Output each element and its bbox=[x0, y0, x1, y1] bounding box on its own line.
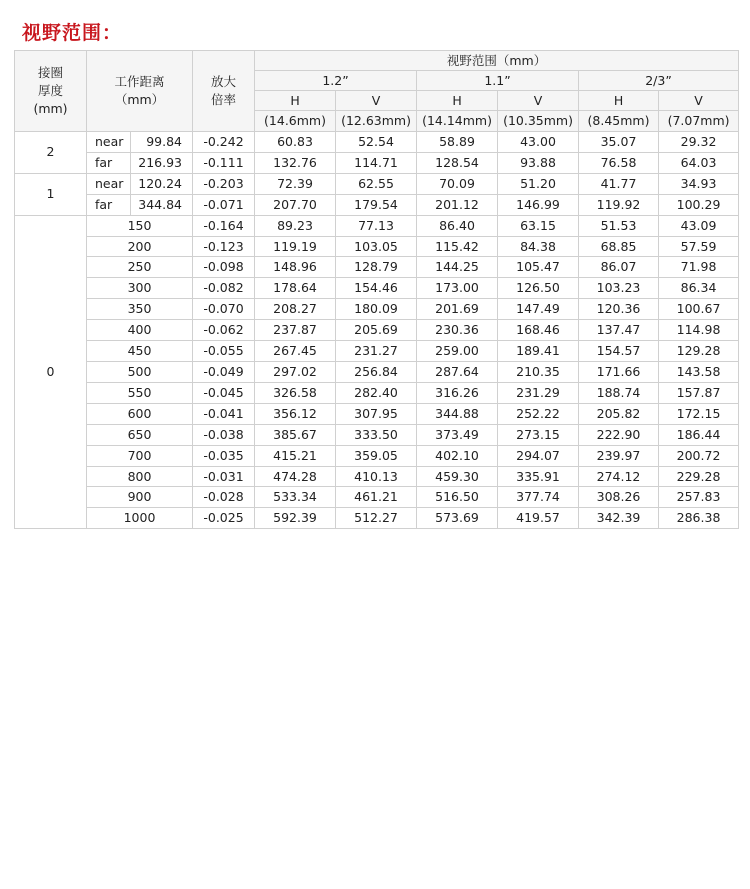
fov-h-cell: 89.23 bbox=[255, 215, 336, 236]
ring-thickness-cell: 2 bbox=[15, 132, 87, 174]
magnification-cell: -0.098 bbox=[193, 257, 255, 278]
fov-v-cell: 377.74 bbox=[498, 487, 579, 508]
fov-v-cell: 294.07 bbox=[498, 445, 579, 466]
fov-h-cell: 342.39 bbox=[579, 508, 659, 529]
header-h: H bbox=[417, 91, 498, 111]
fov-h-cell: 148.96 bbox=[255, 257, 336, 278]
table-body bbox=[15, 132, 739, 529]
working-distance-cell: 344.84 bbox=[131, 194, 193, 215]
header-h-size: (14.14mm) bbox=[417, 111, 498, 132]
fov-h-cell: 208.27 bbox=[255, 299, 336, 320]
fov-v-cell: 100.29 bbox=[659, 194, 739, 215]
fov-h-cell: 144.25 bbox=[417, 257, 498, 278]
fov-v-cell: 410.13 bbox=[336, 466, 417, 487]
header-h-size: (14.6mm) bbox=[255, 111, 336, 132]
fov-h-cell: 205.82 bbox=[579, 403, 659, 424]
working-distance-cell: 200 bbox=[87, 236, 193, 257]
fov-h-cell: 201.12 bbox=[417, 194, 498, 215]
distance-label-cell: far bbox=[87, 194, 131, 215]
fov-h-cell: 207.70 bbox=[255, 194, 336, 215]
header-ring-thickness: 接圈 厚度 (mm) bbox=[15, 51, 87, 132]
fov-h-cell: 297.02 bbox=[255, 361, 336, 382]
fov-v-cell: 63.15 bbox=[498, 215, 579, 236]
table-row bbox=[15, 299, 739, 320]
fov-h-cell: 171.66 bbox=[579, 361, 659, 382]
fov-v-cell: 256.84 bbox=[336, 361, 417, 382]
working-distance-cell: 150 bbox=[87, 215, 193, 236]
fov-h-cell: 41.77 bbox=[579, 173, 659, 194]
fov-h-cell: 35.07 bbox=[579, 132, 659, 153]
working-distance-cell: 1000 bbox=[87, 508, 193, 529]
fov-h-cell: 58.89 bbox=[417, 132, 498, 153]
fov-h-cell: 274.12 bbox=[579, 466, 659, 487]
fov-h-cell: 308.26 bbox=[579, 487, 659, 508]
fov-h-cell: 201.69 bbox=[417, 299, 498, 320]
fov-v-cell: 143.58 bbox=[659, 361, 739, 382]
fov-h-cell: 173.00 bbox=[417, 278, 498, 299]
working-distance-cell: 216.93 bbox=[131, 152, 193, 173]
fov-h-cell: 51.53 bbox=[579, 215, 659, 236]
magnification-cell: -0.242 bbox=[193, 132, 255, 153]
header-h: H bbox=[255, 91, 336, 111]
table-row bbox=[15, 466, 739, 487]
table-row bbox=[15, 173, 739, 194]
fov-v-cell: 286.38 bbox=[659, 508, 739, 529]
table-row bbox=[15, 194, 739, 215]
fov-h-cell: 72.39 bbox=[255, 173, 336, 194]
working-distance-cell: 350 bbox=[87, 299, 193, 320]
fov-v-cell: 100.67 bbox=[659, 299, 739, 320]
header-fov: 视野范围（mm） bbox=[255, 51, 739, 71]
fov-v-cell: 231.29 bbox=[498, 382, 579, 403]
fov-v-cell: 93.88 bbox=[498, 152, 579, 173]
magnification-cell: -0.035 bbox=[193, 445, 255, 466]
fov-h-cell: 385.67 bbox=[255, 424, 336, 445]
fov-v-cell: 273.15 bbox=[498, 424, 579, 445]
table-row bbox=[15, 361, 739, 382]
fov-v-cell: 257.83 bbox=[659, 487, 739, 508]
table-row bbox=[15, 236, 739, 257]
fov-v-cell: 333.50 bbox=[336, 424, 417, 445]
fov-v-cell: 34.93 bbox=[659, 173, 739, 194]
header-v-size: (12.63mm) bbox=[336, 111, 417, 132]
fov-v-cell: 43.09 bbox=[659, 215, 739, 236]
table-row bbox=[15, 132, 739, 153]
working-distance-cell: 450 bbox=[87, 341, 193, 362]
fov-v-cell: 359.05 bbox=[336, 445, 417, 466]
working-distance-cell: 700 bbox=[87, 445, 193, 466]
magnification-cell: -0.071 bbox=[193, 194, 255, 215]
fov-h-cell: 592.39 bbox=[255, 508, 336, 529]
working-distance-cell: 800 bbox=[87, 466, 193, 487]
fov-v-cell: 43.00 bbox=[498, 132, 579, 153]
fov-v-cell: 129.28 bbox=[659, 341, 739, 362]
fov-v-cell: 71.98 bbox=[659, 257, 739, 278]
fov-table bbox=[14, 50, 739, 529]
fov-h-cell: 76.58 bbox=[579, 152, 659, 173]
fov-h-cell: 68.85 bbox=[579, 236, 659, 257]
fov-v-cell: 62.55 bbox=[336, 173, 417, 194]
table-row bbox=[15, 445, 739, 466]
fov-h-cell: 415.21 bbox=[255, 445, 336, 466]
working-distance-cell: 250 bbox=[87, 257, 193, 278]
table-row bbox=[15, 320, 739, 341]
fov-h-cell: 259.00 bbox=[417, 341, 498, 362]
fov-h-cell: 86.40 bbox=[417, 215, 498, 236]
magnification-cell: -0.123 bbox=[193, 236, 255, 257]
table-row bbox=[15, 215, 739, 236]
fov-v-cell: 205.69 bbox=[336, 320, 417, 341]
fov-h-cell: 402.10 bbox=[417, 445, 498, 466]
fov-h-cell: 356.12 bbox=[255, 403, 336, 424]
fov-v-cell: 335.91 bbox=[498, 466, 579, 487]
fov-v-cell: 189.41 bbox=[498, 341, 579, 362]
working-distance-cell: 900 bbox=[87, 487, 193, 508]
fov-h-cell: 326.58 bbox=[255, 382, 336, 403]
header-h-size: (8.45mm) bbox=[579, 111, 659, 132]
ring-thickness-cell: 0 bbox=[15, 215, 87, 529]
fov-h-cell: 230.36 bbox=[417, 320, 498, 341]
fov-h-cell: 60.83 bbox=[255, 132, 336, 153]
magnification-cell: -0.038 bbox=[193, 424, 255, 445]
fov-h-cell: 533.34 bbox=[255, 487, 336, 508]
fov-v-cell: 29.32 bbox=[659, 132, 739, 153]
fov-v-cell: 103.05 bbox=[336, 236, 417, 257]
fov-v-cell: 180.09 bbox=[336, 299, 417, 320]
fov-v-cell: 64.03 bbox=[659, 152, 739, 173]
fov-h-cell: 474.28 bbox=[255, 466, 336, 487]
fov-v-cell: 419.57 bbox=[498, 508, 579, 529]
table-row bbox=[15, 487, 739, 508]
fov-v-cell: 282.40 bbox=[336, 382, 417, 403]
header-sensor: 1.2” bbox=[255, 71, 417, 91]
fov-v-cell: 86.34 bbox=[659, 278, 739, 299]
fov-v-cell: 84.38 bbox=[498, 236, 579, 257]
fov-v-cell: 231.27 bbox=[336, 341, 417, 362]
table-header bbox=[15, 51, 739, 132]
fov-h-cell: 128.54 bbox=[417, 152, 498, 173]
table-row bbox=[15, 278, 739, 299]
magnification-cell: -0.045 bbox=[193, 382, 255, 403]
fov-h-cell: 237.87 bbox=[255, 320, 336, 341]
fov-v-cell: 154.46 bbox=[336, 278, 417, 299]
magnification-cell: -0.062 bbox=[193, 320, 255, 341]
working-distance-cell: 550 bbox=[87, 382, 193, 403]
working-distance-cell: 400 bbox=[87, 320, 193, 341]
fov-v-cell: 146.99 bbox=[498, 194, 579, 215]
magnification-cell: -0.070 bbox=[193, 299, 255, 320]
magnification-cell: -0.031 bbox=[193, 466, 255, 487]
fov-h-cell: 188.74 bbox=[579, 382, 659, 403]
fov-h-cell: 154.57 bbox=[579, 341, 659, 362]
fov-h-cell: 178.64 bbox=[255, 278, 336, 299]
fov-v-cell: 461.21 bbox=[336, 487, 417, 508]
table-row bbox=[15, 341, 739, 362]
fov-h-cell: 239.97 bbox=[579, 445, 659, 466]
fov-h-cell: 459.30 bbox=[417, 466, 498, 487]
fov-v-cell: 57.59 bbox=[659, 236, 739, 257]
fov-h-cell: 316.26 bbox=[417, 382, 498, 403]
fov-h-cell: 137.47 bbox=[579, 320, 659, 341]
working-distance-cell: 650 bbox=[87, 424, 193, 445]
fov-h-cell: 267.45 bbox=[255, 341, 336, 362]
ring-thickness-cell: 1 bbox=[15, 173, 87, 215]
fov-h-cell: 573.69 bbox=[417, 508, 498, 529]
fov-v-cell: 51.20 bbox=[498, 173, 579, 194]
magnification-cell: -0.028 bbox=[193, 487, 255, 508]
fov-v-cell: 179.54 bbox=[336, 194, 417, 215]
header-working-distance: 工作距离 （mm） bbox=[87, 51, 193, 132]
header-sensor: 2/3” bbox=[579, 71, 739, 91]
fov-h-cell: 119.92 bbox=[579, 194, 659, 215]
fov-v-cell: 147.49 bbox=[498, 299, 579, 320]
table-row bbox=[15, 403, 739, 424]
fov-v-cell: 126.50 bbox=[498, 278, 579, 299]
fov-h-cell: 120.36 bbox=[579, 299, 659, 320]
working-distance-cell: 500 bbox=[87, 361, 193, 382]
fov-v-cell: 114.98 bbox=[659, 320, 739, 341]
fov-h-cell: 516.50 bbox=[417, 487, 498, 508]
magnification-cell: -0.041 bbox=[193, 403, 255, 424]
header-sensor: 1.1” bbox=[417, 71, 579, 91]
fov-v-cell: 168.46 bbox=[498, 320, 579, 341]
magnification-cell: -0.082 bbox=[193, 278, 255, 299]
distance-label-cell: near bbox=[87, 173, 131, 194]
fov-h-cell: 115.42 bbox=[417, 236, 498, 257]
table-row bbox=[15, 382, 739, 403]
fov-v-cell: 128.79 bbox=[336, 257, 417, 278]
fov-v-cell: 186.44 bbox=[659, 424, 739, 445]
fov-h-cell: 344.88 bbox=[417, 403, 498, 424]
fov-h-cell: 373.49 bbox=[417, 424, 498, 445]
header-v-size: (7.07mm) bbox=[659, 111, 739, 132]
fov-v-cell: 172.15 bbox=[659, 403, 739, 424]
fov-h-cell: 132.76 bbox=[255, 152, 336, 173]
fov-v-cell: 114.71 bbox=[336, 152, 417, 173]
working-distance-cell: 120.24 bbox=[131, 173, 193, 194]
header-magnification: 放大 倍率 bbox=[193, 51, 255, 132]
magnification-cell: -0.025 bbox=[193, 508, 255, 529]
fov-v-cell: 77.13 bbox=[336, 215, 417, 236]
distance-label-cell: far bbox=[87, 152, 131, 173]
magnification-cell: -0.055 bbox=[193, 341, 255, 362]
table-row bbox=[15, 424, 739, 445]
header-v: V bbox=[659, 91, 739, 111]
magnification-cell: -0.164 bbox=[193, 215, 255, 236]
fov-v-cell: 157.87 bbox=[659, 382, 739, 403]
header-v-size: (10.35mm) bbox=[498, 111, 579, 132]
fov-v-cell: 252.22 bbox=[498, 403, 579, 424]
magnification-cell: -0.111 bbox=[193, 152, 255, 173]
page-title: 视野范围： bbox=[22, 22, 123, 44]
distance-label-cell: near bbox=[87, 132, 131, 153]
table-row bbox=[15, 152, 739, 173]
fov-v-cell: 229.28 bbox=[659, 466, 739, 487]
fov-v-cell: 200.72 bbox=[659, 445, 739, 466]
header-h: H bbox=[579, 91, 659, 111]
table-row bbox=[15, 257, 739, 278]
fov-h-cell: 222.90 bbox=[579, 424, 659, 445]
header-v: V bbox=[498, 91, 579, 111]
fov-v-cell: 307.95 bbox=[336, 403, 417, 424]
magnification-cell: -0.203 bbox=[193, 173, 255, 194]
table-row bbox=[15, 508, 739, 529]
fov-h-cell: 103.23 bbox=[579, 278, 659, 299]
working-distance-cell: 300 bbox=[87, 278, 193, 299]
fov-h-cell: 119.19 bbox=[255, 236, 336, 257]
fov-v-cell: 512.27 bbox=[336, 508, 417, 529]
fov-v-cell: 210.35 bbox=[498, 361, 579, 382]
fov-h-cell: 70.09 bbox=[417, 173, 498, 194]
fov-v-cell: 52.54 bbox=[336, 132, 417, 153]
fov-v-cell: 105.47 bbox=[498, 257, 579, 278]
fov-h-cell: 287.64 bbox=[417, 361, 498, 382]
magnification-cell: -0.049 bbox=[193, 361, 255, 382]
header-v: V bbox=[336, 91, 417, 111]
working-distance-cell: 99.84 bbox=[131, 132, 193, 153]
fov-h-cell: 86.07 bbox=[579, 257, 659, 278]
working-distance-cell: 600 bbox=[87, 403, 193, 424]
